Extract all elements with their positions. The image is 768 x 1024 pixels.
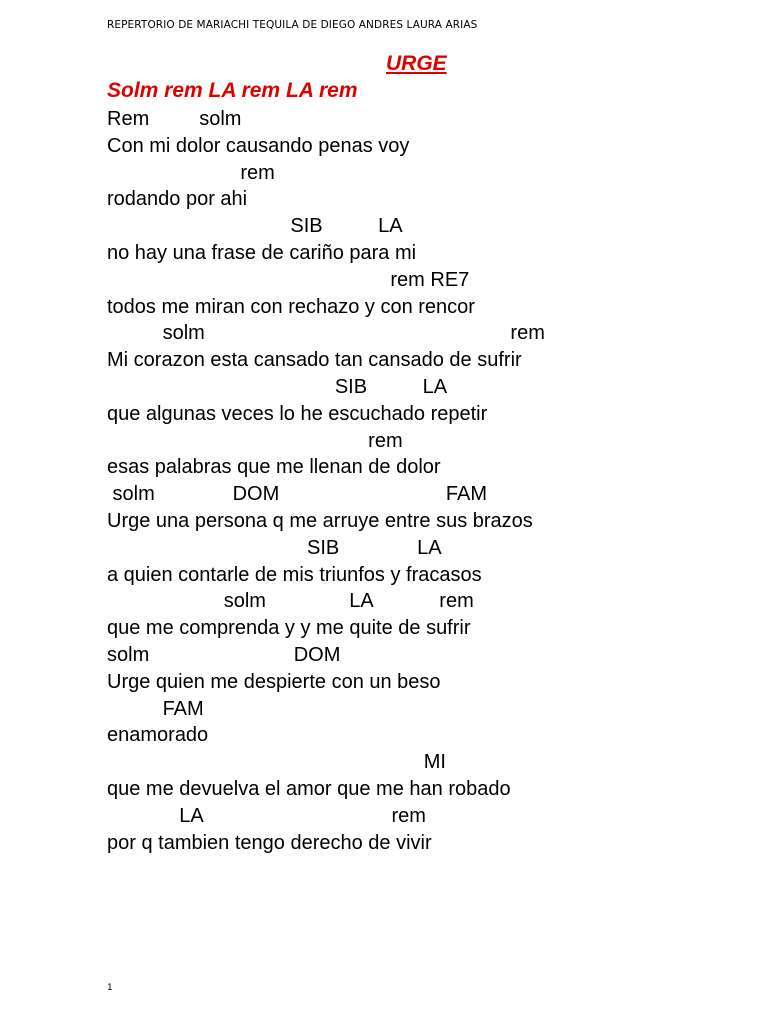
lyric-line: que me comprenda y y me quite de sufrir <box>107 617 471 640</box>
lyric-line: solm LA rem <box>107 590 474 613</box>
lyric-line: esas palabras que me llenan de dolor <box>107 456 441 479</box>
lyric-line: Mi corazon esta cansado tan cansado de sufrir <box>107 349 522 372</box>
lyric-line: Urge quien me despierte con un beso <box>107 670 441 693</box>
lyric-line: rem RE7 <box>107 268 470 291</box>
lyric-line: solm rem <box>107 322 545 345</box>
lyric-line: rem <box>107 429 403 452</box>
lyric-line: enamorado <box>107 724 209 747</box>
page-header: REPERTORIO DE MARIACHI TEQUILA DE DIEGO ANDRES LAURA ARIAS <box>107 19 478 31</box>
lyric-line: Rem solm <box>107 108 242 130</box>
lyric-line: LA rem <box>107 804 426 827</box>
lyric-line: SIB LA <box>107 375 448 398</box>
lyric-line: MI <box>107 751 446 774</box>
lyric-line: Urge una persona q me arruye entre sus brazos <box>107 509 533 532</box>
lyric-line: Con mi dolor causando penas voy <box>107 134 410 157</box>
lyric-line: solm DOM <box>107 643 341 666</box>
song-body <box>107 106 545 856</box>
lyric-line: no hay una frase de cariño para mi <box>107 241 417 264</box>
lyric-line: por q tambien tengo derecho de vivir <box>107 831 432 854</box>
lyric-line: SIB LA <box>107 215 403 238</box>
page-number: 1 <box>107 983 113 993</box>
intro-chords: Solm rem LA rem LA rem <box>107 79 358 102</box>
lyric-line: que me devuelva el amor que me han robado <box>107 777 511 800</box>
lyric-line: SIB LA <box>107 536 442 559</box>
lyric-line: rodando por ahi <box>107 188 248 211</box>
lyric-line: FAM <box>107 697 204 720</box>
lyric-line: que algunas veces lo he escuchado repetir <box>107 402 488 425</box>
lyric-line: todos me miran con rechazo y con rencor <box>107 295 475 318</box>
lyric-line: solm DOM FAM <box>107 483 488 506</box>
lyric-line: a quien contarle de mis triunfos y fracasos <box>107 563 482 586</box>
song-title: URGE <box>386 52 447 75</box>
lyric-line: rem <box>107 161 275 184</box>
